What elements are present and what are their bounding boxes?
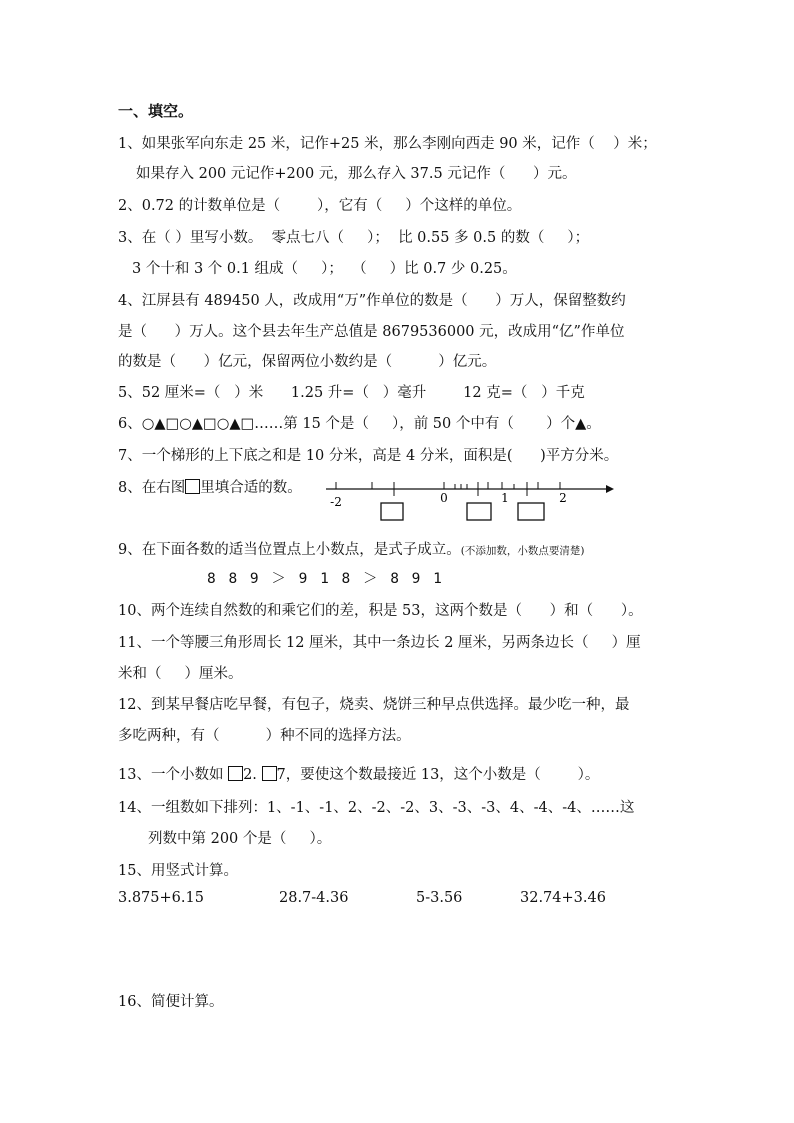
question-9: [118, 540, 584, 561]
question-14-line-1: 14、一组数如下排列：1、-1、-1、2、-2、-2、3、-3、-3、4、-4、-4、……这: [118, 800, 635, 816]
question-1-line-2: 如果存入 200 元记作+200 元，那么存入 37.5 元记作（ ）元。: [136, 166, 577, 182]
question-9-note: (不添加数，小数点要清楚): [460, 545, 585, 557]
calc-problem-4: 32.74+3.46: [520, 890, 606, 906]
question-9-text: 9、在下面各数的适当位置点上小数点，是式子成立。: [118, 542, 461, 558]
number-line-answer-box-2[interactable]: [467, 503, 491, 520]
question-1-line-1: 1、如果张军向东走 25 米，记作+25 米，那么李刚向西走 90 米，记作（ ）米；: [118, 136, 657, 152]
question-14-line-2: 列数中第 200 个是（ ）。: [148, 831, 332, 847]
question-8-prefix: 8、在右图: [118, 480, 186, 496]
label-2: 2: [559, 491, 567, 505]
question-15: 15、用竖式计算。: [118, 863, 238, 879]
label-1: 1: [501, 491, 509, 505]
question-6: 6、○▲□○▲□○▲□……第 15 个是（ ），前 50 个中有（ ）个▲。: [118, 416, 601, 432]
question-12-line-2: 多吃两种，有（ ）种不同的选择方法。: [118, 728, 411, 744]
digit-box-icon: [228, 766, 243, 781]
question-16: 16、简便计算。: [118, 994, 224, 1010]
question-9-expression: 8 8 9 ＞ 9 1 8 ＞ 8 9 1: [207, 571, 444, 587]
question-13-prefix: 13、一个小数如: [118, 767, 229, 783]
question-8-suffix: 里填合适的数。: [200, 480, 302, 496]
section-heading: 一、填空。: [118, 102, 194, 120]
question-13-middle: 2.: [243, 767, 262, 783]
number-line-arrow-icon: [606, 485, 614, 493]
digit-box-icon: [262, 766, 277, 781]
label-minus-2: -2: [330, 495, 342, 509]
question-11-line-1: 11、一个等腰三角形周长 12 厘米，其中一条边长 2 厘米，另两条边长（ ）厘: [118, 635, 641, 651]
question-4-line-3: 的数是（ ）亿元，保留两位小数约是（ ）亿元。: [118, 354, 497, 370]
question-13-suffix: 7，要使这个数最接近 13，这个小数是（ ）。: [276, 767, 600, 783]
question-7: 7、一个梯形的上下底之和是 10 分米，高是 4 分米，面积是( )平方分米。: [118, 448, 619, 464]
question-3-line-1: 3、在（ ）里写小数。 零点七八（ ）； 比 0.55 多 0.5 的数（ ）；: [118, 230, 590, 246]
number-line-answer-box-1[interactable]: [381, 503, 403, 520]
question-12-line-1: 12、到某早餐店吃早餐，有包子，烧卖、烧饼三种早点供选择。最少吃一种，最: [118, 697, 630, 713]
question-4-line-2: 是（ ）万人。这个县去年生产总值是 8679536000 元，改成用“亿”作单位: [118, 324, 625, 340]
question-5: 5、52 厘米=（ ）米 1.25 升=（ ）毫升 12 克=（ ）千克: [118, 385, 585, 401]
question-2: 2、0.72 的计数单位是（ ），它有（ ）个这样的单位。: [118, 198, 522, 214]
question-3-line-2: 3 个十和 3 个 0.1 组成（ ）； （ ）比 0.7 少 0.25。: [132, 261, 517, 277]
calc-problem-1: 3.875+6.15: [118, 890, 204, 906]
question-8: [118, 478, 302, 498]
label-0: 0: [440, 491, 448, 505]
question-10: 10、两个连续自然数的和乘它们的差，积是 53，这两个数是（ ）和（ ）。: [118, 603, 643, 619]
question-11-line-2: 米和（ ）厘米。: [118, 666, 243, 682]
number-line-answer-box-3[interactable]: [518, 503, 544, 520]
question-4-line-1: 4、江屏县有 489450 人，改成用“万”作单位的数是（ ）万人，保留整数约: [118, 293, 626, 309]
number-line: [322, 472, 616, 524]
calc-problem-3: 5-3.56: [416, 890, 463, 906]
calc-problem-2: 28.7-4.36: [279, 890, 349, 906]
answer-box-icon: [185, 479, 200, 494]
question-13: [118, 765, 599, 785]
